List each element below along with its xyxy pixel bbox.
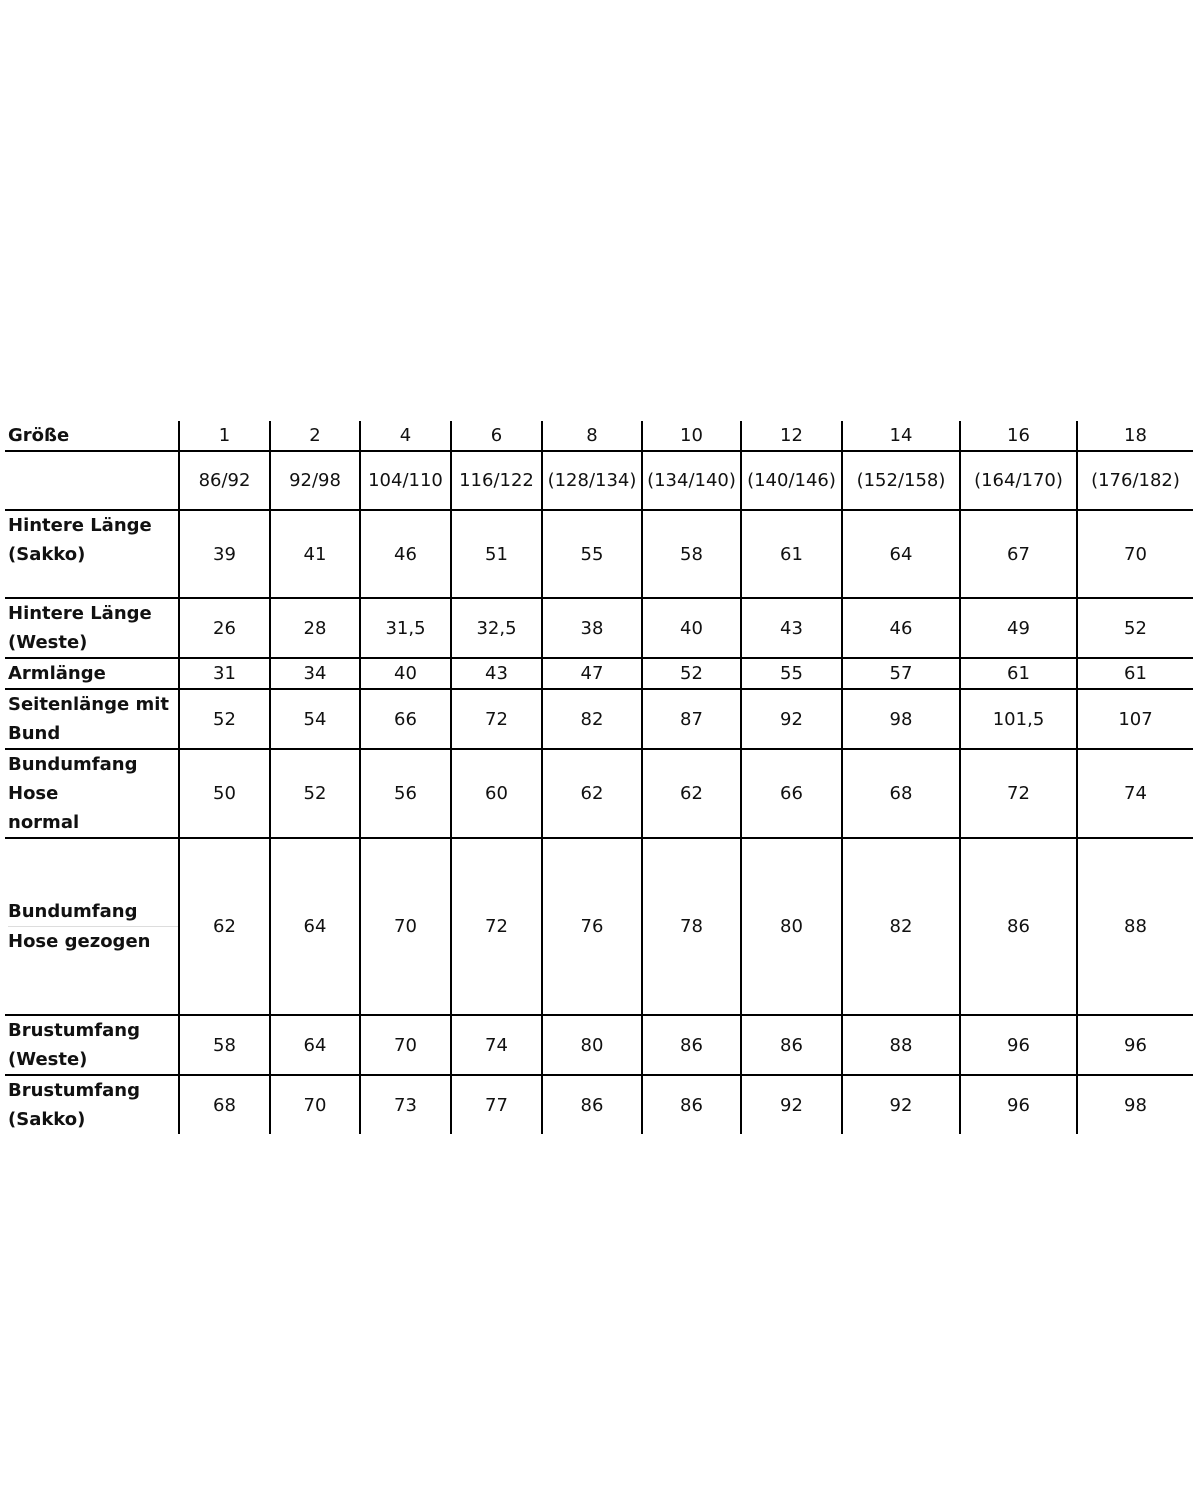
table-cell: 80 [542, 1015, 642, 1075]
table-cell: 61 [960, 658, 1077, 689]
table-cell: 86 [542, 1075, 642, 1134]
row-label: Brustumfang (Sakko) [8, 1080, 140, 1130]
table-cell: 86 [960, 838, 1077, 1015]
table-row [5, 689, 1193, 749]
table-cell: 72 [451, 689, 542, 749]
size-cell: 2 [270, 421, 360, 451]
table-cell: 60 [451, 749, 542, 838]
size-cell: 16 [960, 421, 1077, 451]
table-cell: 52 [270, 749, 360, 838]
table-cell: 68 [179, 1075, 270, 1134]
table-cell: 98 [842, 689, 960, 749]
size-cell: 12 [741, 421, 842, 451]
table-cell: 55 [542, 510, 642, 598]
size-cell: 18 [1077, 421, 1193, 451]
table-cell: 67 [960, 510, 1077, 598]
table-cell: 39 [179, 510, 270, 598]
table-cell: 38 [542, 598, 642, 658]
table-cell: 88 [842, 1015, 960, 1075]
table-cell: 61 [741, 510, 842, 598]
table-cell: 51 [451, 510, 542, 598]
table-cell: (134/140) [642, 451, 741, 510]
table-cell: 101,5 [960, 689, 1077, 749]
table-cell: 43 [741, 598, 842, 658]
table-cell: 92 [741, 1075, 842, 1134]
table-cell: 64 [842, 510, 960, 598]
table-cell: 116/122 [451, 451, 542, 510]
table-cell: 82 [842, 838, 960, 1015]
table-cell: 76 [542, 838, 642, 1015]
table-cell: 56 [360, 749, 451, 838]
table-cell: 55 [741, 658, 842, 689]
table-row [5, 510, 1193, 598]
table-cell: 104/110 [360, 451, 451, 510]
table-cell: 46 [842, 598, 960, 658]
table-cell: (152/158) [842, 451, 960, 510]
table-cell: 70 [1077, 510, 1193, 598]
table-cell: 58 [642, 510, 741, 598]
table-cell: 66 [741, 749, 842, 838]
table-cell: 50 [179, 749, 270, 838]
table-cell: (128/134) [542, 451, 642, 510]
table-cell: (140/146) [741, 451, 842, 510]
table-cell: 62 [542, 749, 642, 838]
table-row [5, 1075, 1193, 1134]
table-cell: 73 [360, 1075, 451, 1134]
table-cell: 82 [542, 689, 642, 749]
table-cell: 40 [642, 598, 741, 658]
table-cell: 62 [179, 838, 270, 1015]
table-cell: 74 [1077, 749, 1193, 838]
size-cell: 1 [179, 421, 270, 451]
table-cell: 34 [270, 658, 360, 689]
table-cell: 107 [1077, 689, 1193, 749]
table-cell: 61 [1077, 658, 1193, 689]
table-cell: (164/170) [960, 451, 1077, 510]
table-cell: 70 [360, 838, 451, 1015]
table-cell: 26 [179, 598, 270, 658]
table-row [5, 598, 1193, 658]
table-cell: 64 [270, 838, 360, 1015]
table-cell: 70 [270, 1075, 360, 1134]
table-cell: 86/92 [179, 451, 270, 510]
table-cell: 43 [451, 658, 542, 689]
table-cell: 78 [642, 838, 741, 1015]
table-cell: 57 [842, 658, 960, 689]
table-header-row [5, 421, 1193, 451]
table-cell: 96 [1077, 1015, 1193, 1075]
table-cell: 77 [451, 1075, 542, 1134]
table-cell: 74 [451, 1015, 542, 1075]
table-cell: 62 [642, 749, 741, 838]
size-cell: 6 [451, 421, 542, 451]
table-cell: 41 [270, 510, 360, 598]
row-label [5, 838, 179, 1015]
size-cell: 10 [642, 421, 741, 451]
table-row [5, 658, 1193, 689]
table-cell: 87 [642, 689, 741, 749]
table-cell: 72 [451, 838, 542, 1015]
table-row [5, 749, 1193, 838]
table-cell: 96 [960, 1075, 1077, 1134]
table-cell: 40 [360, 658, 451, 689]
body-height-row [5, 451, 1193, 510]
table-cell: 64 [270, 1015, 360, 1075]
row-label [5, 451, 179, 510]
table-cell: 92/98 [270, 451, 360, 510]
table-cell: 80 [741, 838, 842, 1015]
row-label: Hintere Länge (Weste) [8, 603, 152, 653]
row-label: Seitenlänge mit Bund [8, 694, 169, 744]
row-label: Armlänge [8, 663, 106, 684]
table-cell: 58 [179, 1015, 270, 1075]
table-cell: 66 [360, 689, 451, 749]
table-cell: 31,5 [360, 598, 451, 658]
table-cell: (176/182) [1077, 451, 1193, 510]
table-row [5, 838, 1193, 1015]
table-cell: 86 [642, 1075, 741, 1134]
table-cell: 70 [360, 1015, 451, 1075]
table-cell: 86 [741, 1015, 842, 1075]
table-cell: 88 [1077, 838, 1193, 1015]
table-cell: 52 [642, 658, 741, 689]
table-cell: 32,5 [451, 598, 542, 658]
table-row [5, 1015, 1193, 1075]
table-cell: 52 [1077, 598, 1193, 658]
row-label: Brustumfang (Weste) [8, 1020, 140, 1070]
row-label-line1: Bundumfang [8, 901, 138, 922]
table-cell: 31 [179, 658, 270, 689]
table-cell: 98 [1077, 1075, 1193, 1134]
table-cell: 86 [642, 1015, 741, 1075]
row-label-line2: Hose gezogen [8, 926, 179, 956]
table-cell: 72 [960, 749, 1077, 838]
row-label: Bundumfang Hose normal [8, 754, 138, 833]
header-label: Größe [8, 425, 70, 446]
table-cell: 46 [360, 510, 451, 598]
table-cell: 52 [179, 689, 270, 749]
size-table [5, 421, 1193, 1134]
row-label: Hintere Länge (Sakko) [8, 515, 152, 565]
table-cell: 92 [842, 1075, 960, 1134]
size-cell: 8 [542, 421, 642, 451]
table-cell: 49 [960, 598, 1077, 658]
size-cell: 4 [360, 421, 451, 451]
table-cell: 68 [842, 749, 960, 838]
table-cell: 54 [270, 689, 360, 749]
table-cell: 92 [741, 689, 842, 749]
size-cell: 14 [842, 421, 960, 451]
table-cell: 96 [960, 1015, 1077, 1075]
table-cell: 28 [270, 598, 360, 658]
table-cell: 47 [542, 658, 642, 689]
